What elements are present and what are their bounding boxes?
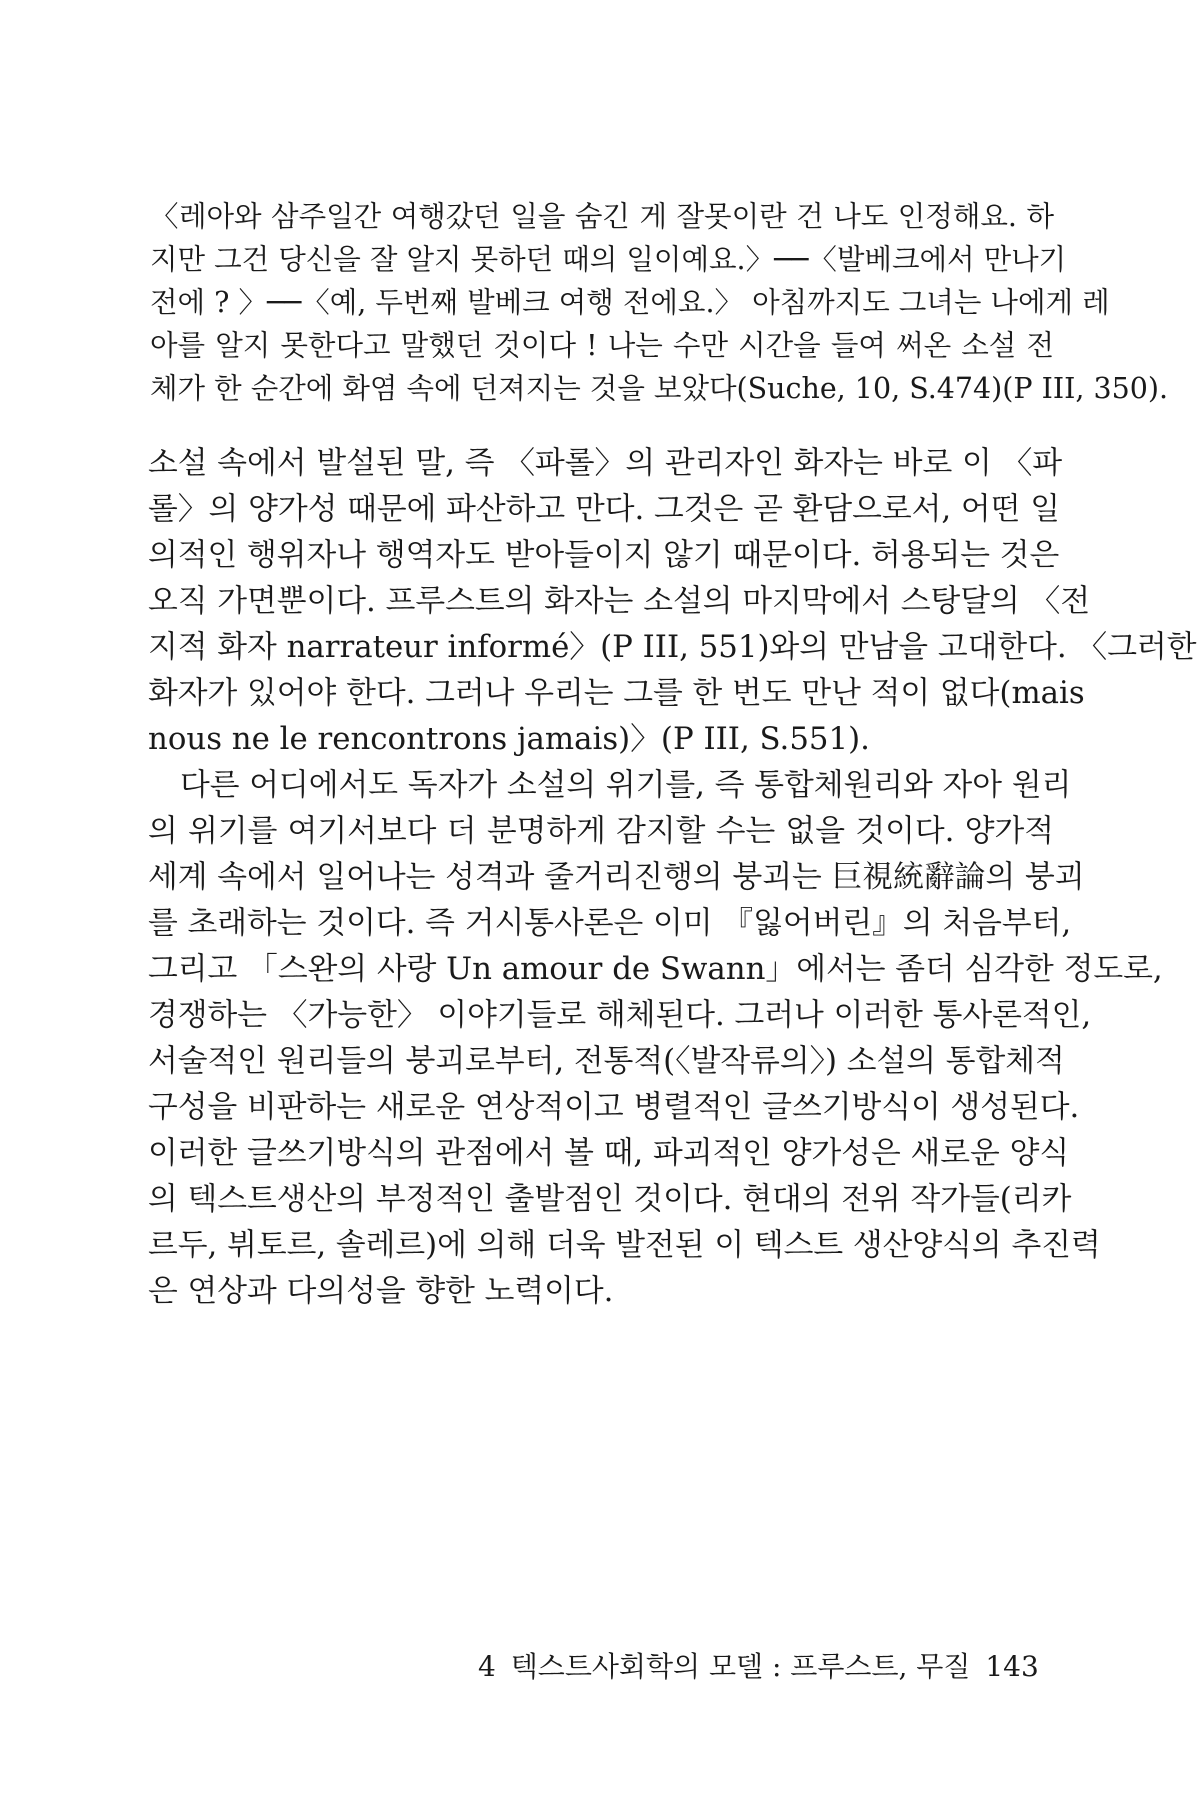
body-line: 화자가 있어야 한다. 그러나 우리는 그를 한 번도 만난 적이 없다(mais bbox=[148, 675, 1085, 711]
chapter-number: 4 bbox=[478, 1650, 496, 1683]
body-line: 구성을 비판하는 새로운 연상적이고 병렬적인 글쓰기방식이 생성된다. bbox=[148, 1089, 1080, 1125]
body-line: nous ne le rencontrons jamais)〉(P III, S.551). bbox=[148, 721, 870, 757]
body-line: 이러한 글쓰기방식의 관점에서 볼 때, 파괴적인 양가성은 새로운 양식 bbox=[148, 1135, 1070, 1171]
body-line: 의 텍스트생산의 부정적인 출발점인 것이다. 현대의 전위 작가들(리카 bbox=[148, 1181, 1072, 1217]
body-line: 다른 어디에서도 독자가 소설의 위기를, 즉 통합체원리와 자아 원리 bbox=[180, 767, 1072, 803]
page-number: 143 bbox=[985, 1650, 1039, 1683]
body-line: 지적 화자 narrateur informé〉(P III, 551)와의 만남을 고대한다. 〈그러한 bbox=[148, 629, 1197, 665]
body-line: 세계 속에서 일어나는 성격과 줄거리진행의 붕괴는 巨視統辭論의 붕괴 bbox=[148, 859, 1085, 895]
body-line: 오직 가면뿐이다. 프루스트의 화자는 소설의 마지막에서 스탕달의 〈전 bbox=[148, 583, 1091, 619]
body-line: 서술적인 원리들의 붕괴로부터, 전통적(〈발작류의〉) 소설의 통합체적 bbox=[148, 1043, 1065, 1079]
quote-line: 지만 그건 당신을 잘 알지 못하던 때의 일이예요.〉──〈발베크에서 만나기 bbox=[150, 243, 1067, 276]
chapter-title: 텍스트사회학의 모델 : 프루스트, 무질 bbox=[510, 1650, 971, 1683]
running-footer bbox=[478, 1650, 1039, 1684]
body-line: 를 초래하는 것이다. 즉 거시통사론은 이미 『잃어버린』의 처음부터, bbox=[148, 905, 1072, 941]
body-line: 르두, 뷔토르, 솔레르)에 의해 더욱 발전된 이 텍스트 생산양식의 추진력 bbox=[148, 1227, 1101, 1263]
quote-line: 〈레아와 삼주일간 여행갔던 일을 숨긴 게 잘못이란 건 나도 인정해요. 하 bbox=[150, 200, 1054, 233]
body-line: 은 연상과 다의성을 향한 노력이다. bbox=[148, 1273, 614, 1309]
body-line: 경쟁하는 〈가능한〉 이야기들로 해체된다. 그러나 이러한 통사론적인, bbox=[148, 997, 1092, 1033]
body-line: 롤〉의 양가성 때문에 파산하고 만다. 그것은 곧 환담으로서, 어떤 일 bbox=[148, 491, 1060, 527]
quote-line: 전에 ? 〉──〈예, 두번째 발베크 여행 전에요.〉 아침까지도 그녀는 나에게 레 bbox=[150, 286, 1110, 319]
body-line: 소설 속에서 발설된 말, 즉 〈파롤〉의 관리자인 화자는 바로 이 〈파 bbox=[148, 445, 1063, 481]
body-line: 그리고 「스완의 사랑 Un amour de Swann」에서는 좀더 심각한 정도로, bbox=[148, 951, 1163, 987]
quote-line: 아를 알지 못한다고 말했던 것이다 ! 나는 수만 시간을 들여 써온 소설 전 bbox=[150, 329, 1054, 362]
body-line: 의적인 행위자나 행역자도 받아들이지 않기 때문이다. 허용되는 것은 bbox=[148, 537, 1060, 573]
quote-line: 체가 한 순간에 화염 속에 던져지는 것을 보았다(Suche, 10, S.474)(P III, 350). bbox=[150, 372, 1169, 405]
body-line: 의 위기를 여기서보다 더 분명하게 감지할 수는 없을 것이다. 양가적 bbox=[148, 813, 1054, 849]
